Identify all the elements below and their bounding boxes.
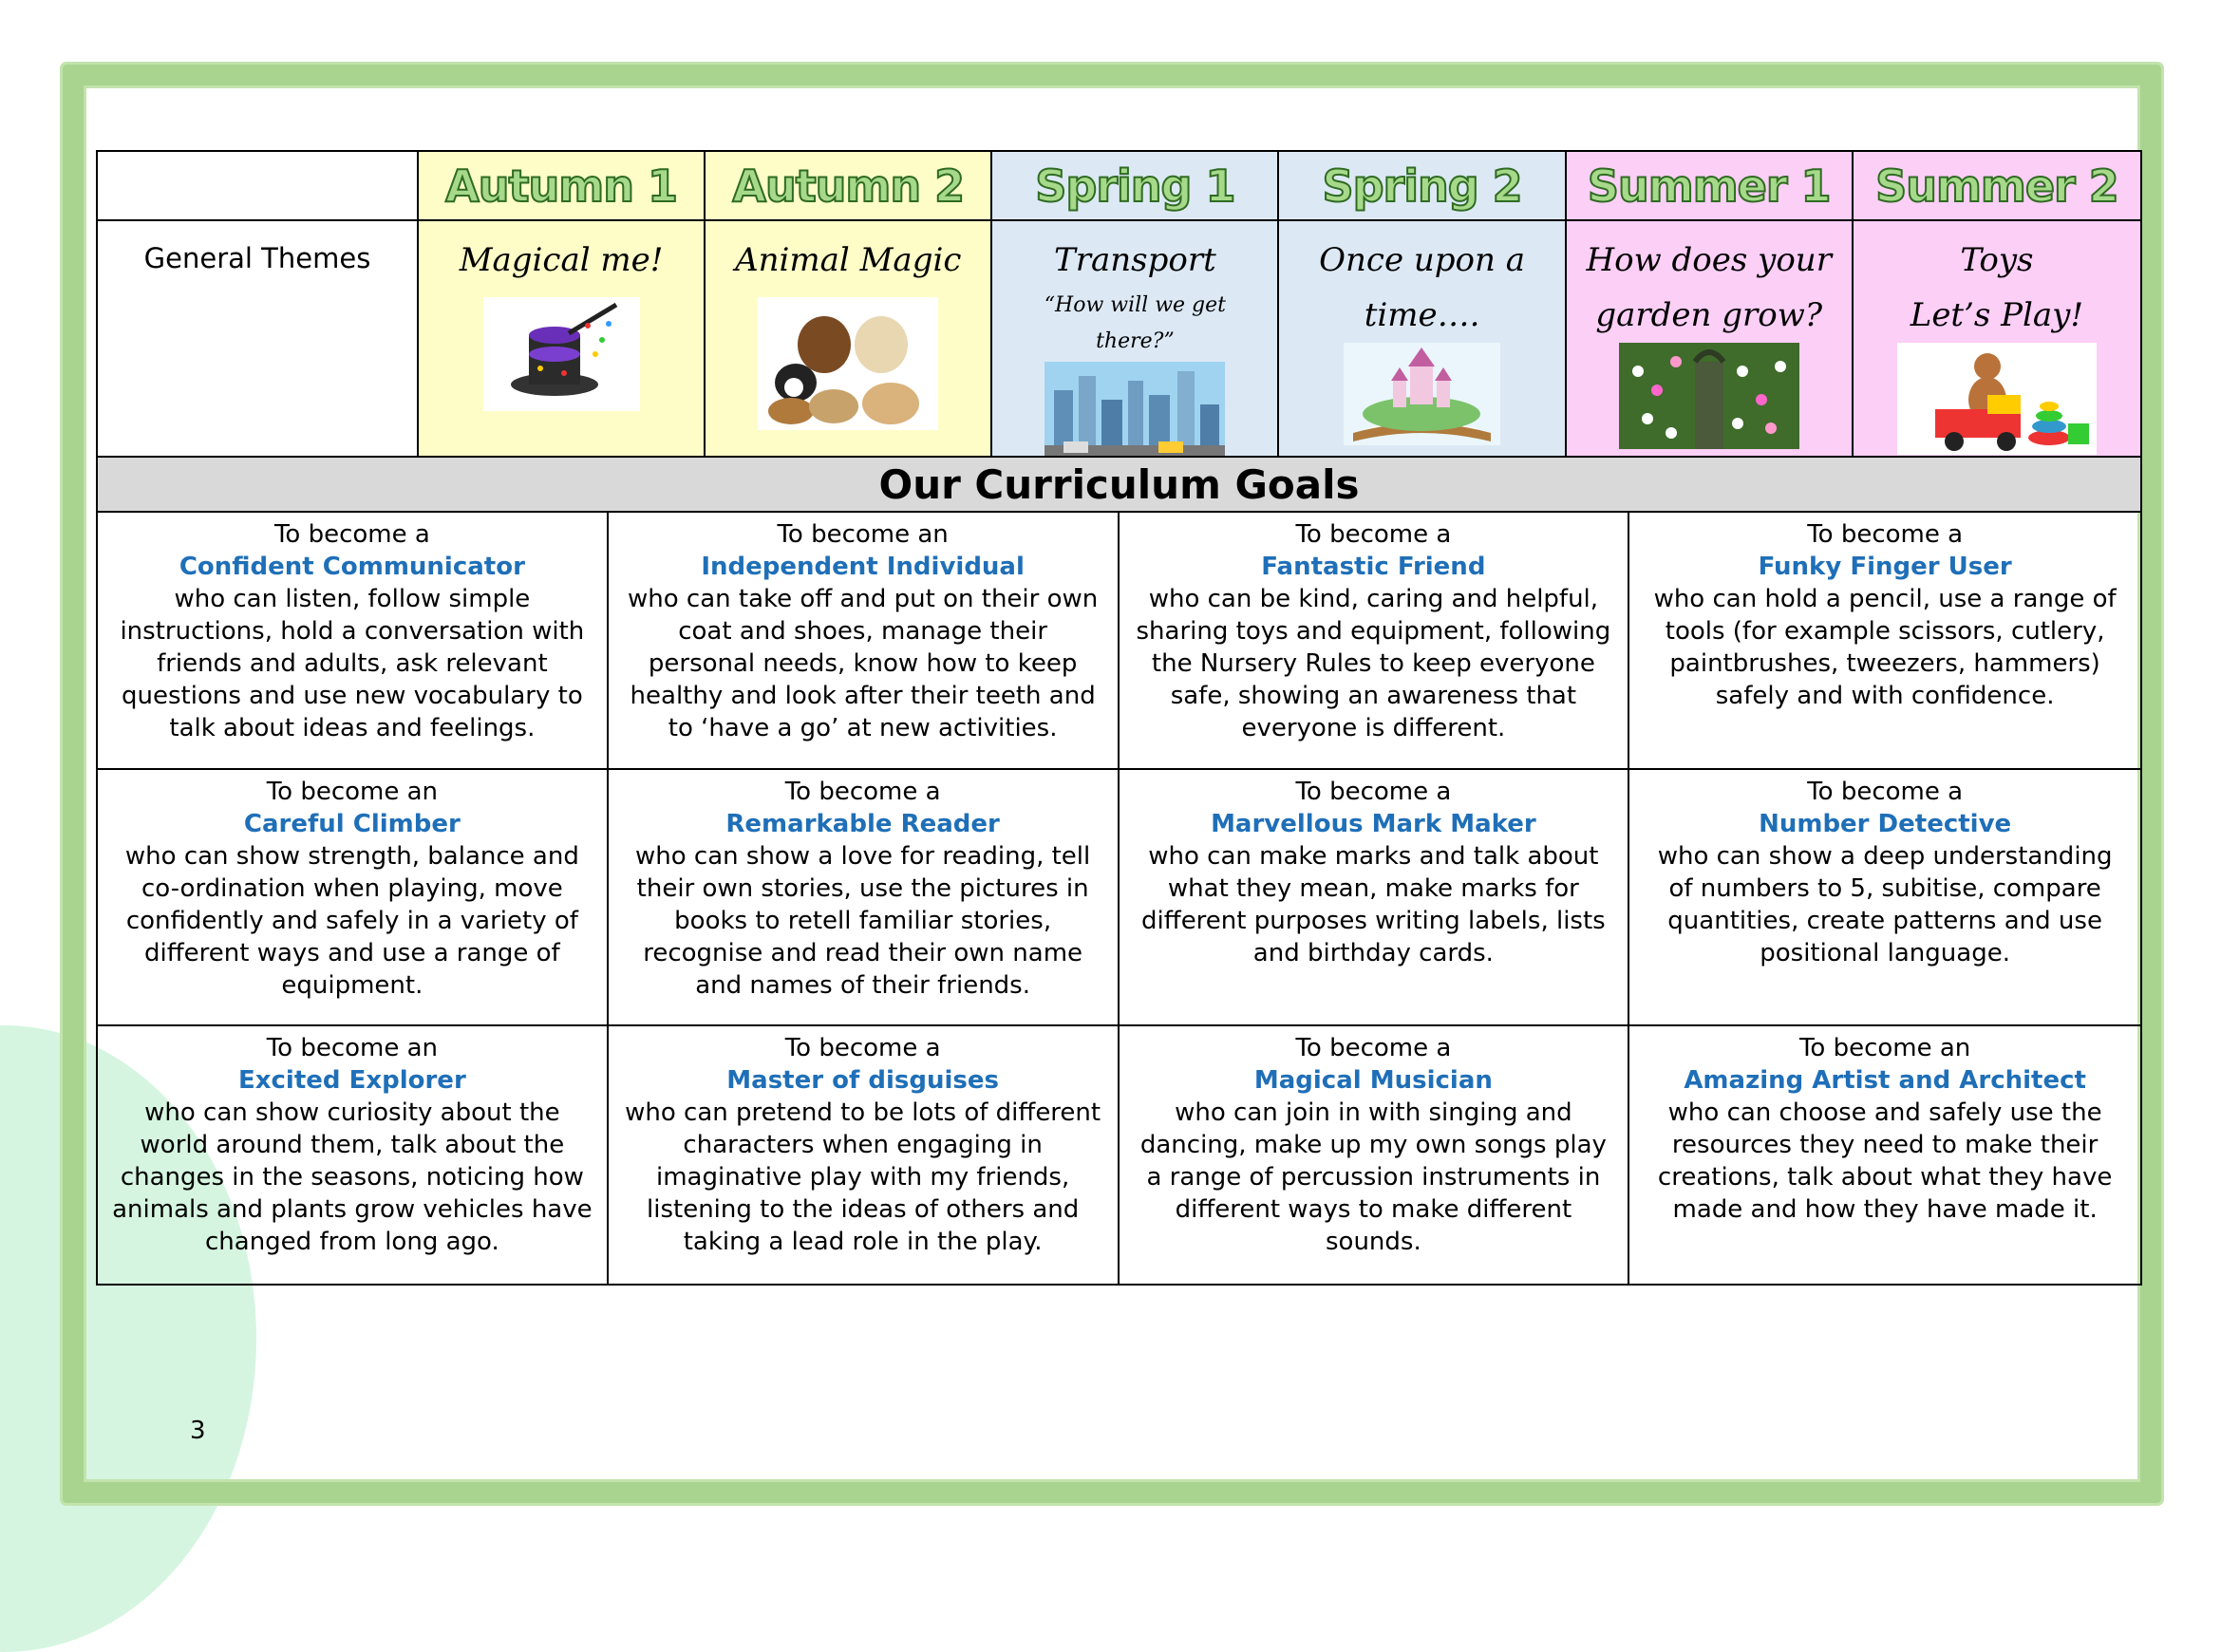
goal-description: who can choose and safely use the resources they need to make their creations, talk about what they have made and how they have made it. [1657, 1098, 2113, 1225]
goal-cell [1120, 513, 1630, 770]
goal-name: Remarkable Reader [725, 809, 1000, 838]
term-heading-summer-1: Summer 1 [1567, 152, 1854, 221]
goal-intro: To become an [1798, 1034, 1971, 1063]
goal-intro: To become an [266, 1034, 439, 1063]
goal-name: Marvellous Mark Maker [1211, 809, 1536, 838]
goal-name: Independent Individual [701, 553, 1025, 581]
goal-cell [98, 1026, 609, 1284]
goal-description: who can listen, follow simple instructions, hold a conversation with friends and adults, ask relevant questions and use new vocabulary to talk about ideas and feelings. [120, 585, 585, 742]
theme-cell-spring-1 [992, 221, 1279, 464]
theme-title: Once upon a time…. [1319, 241, 1525, 334]
theme-cell-autumn-1 [419, 221, 706, 464]
term-heading-autumn-2: Autumn 2 [706, 152, 992, 221]
goal-description: who can take off and put on their own coat and shoes, manage their personal needs, know how to keep healthy and look after their teeth and to ‘have a go’ at new activities. [627, 585, 1099, 742]
goal-description: who can join in with singing and dancing, make up my own songs play a range of percussion instruments in different ways to make different sounds. [1139, 1098, 1607, 1257]
goal-description: who can show a love for reading, tell their own stories, use the pictures in books to retell familiar stories, recognise and read their own name and names of their friends. [634, 841, 1091, 1000]
goal-intro: To become a [1295, 520, 1452, 549]
garden-flowers-icon [1619, 343, 1799, 449]
curriculum-goals-heading: Our Curriculum Goals [96, 456, 2142, 513]
goal-intro: To become a [1807, 520, 1964, 549]
term-heading-summer-2: Summer 2 [1854, 152, 2140, 221]
goal-name: Funky Finger User [1758, 553, 2012, 581]
goal-name: Magical Musician [1253, 1066, 1493, 1096]
goal-cell [1629, 1026, 2140, 1284]
theme-cell-summer-2 [1854, 221, 2140, 464]
goal-description: who can hold a pencil, use a range of tools (for example scissors, cutlery, paintbrushes, tweezers, hammers) safely and with confidence. [1653, 585, 2117, 710]
goal-description: who can show curiosity about the world around them, talk about the changes in the seasons, noticing how animals and plants grow vehicles have changed from long ago. [112, 1098, 593, 1257]
goal-description: who can make marks and talk about what they mean, make marks for different purposes writing labels, lists and birthday cards. [1141, 841, 1606, 967]
theme-title: Transport [1054, 241, 1216, 279]
curriculum-goals-grid [96, 511, 2142, 1286]
general-themes-label: General Themes [98, 221, 419, 464]
magic-hat-icon [483, 297, 640, 411]
theme-subtitle: “How will we get there?” [1044, 293, 1227, 353]
goal-name: Master of disguises [726, 1066, 999, 1096]
goal-description: who can pretend to be lots of different characters when engaging in imaginative play with my friends, listening to the ideas of others and taking a lead role in the play. [625, 1098, 1101, 1257]
goal-cell [1629, 513, 2140, 770]
page-number: 3 [190, 1417, 206, 1445]
term-heading-spring-2: Spring 2 [1279, 152, 1566, 221]
theme-cell-summer-1 [1567, 221, 1854, 464]
themes-table [96, 150, 2142, 458]
goal-cell [1629, 770, 2140, 1027]
goal-cell [609, 513, 1120, 770]
theme-title: How does your garden grow? [1586, 241, 1832, 334]
theme-cell-spring-2 [1279, 221, 1566, 464]
goal-description: who can show a deep understanding of numbers to 5, subitise, compare quantities, create patterns and use positional language. [1657, 841, 2113, 967]
goal-intro: To become an [777, 520, 949, 549]
goal-cell [1120, 770, 1630, 1027]
goal-description: who can show strength, balance and co-ordination when playing, move confidently and safely in a variety of different ways and use a range of equipment. [124, 841, 579, 1000]
term-heading-spring-1: Spring 1 [992, 152, 1279, 221]
goal-intro: To become an [266, 777, 439, 806]
goal-name: Excited Explorer [237, 1066, 466, 1096]
theme-title: Animal Magic [735, 241, 962, 279]
goal-name: Amazing Artist and Architect [1684, 1066, 2086, 1096]
goal-intro: To become a [273, 520, 430, 549]
city-transport-icon [1045, 362, 1225, 464]
theme-cell-autumn-2 [706, 221, 992, 464]
goal-name: Number Detective [1759, 809, 2012, 838]
goal-name: Careful Climber [243, 809, 461, 838]
goal-intro: To become a [1295, 1034, 1452, 1063]
theme-title: Magical me! [459, 241, 664, 279]
goal-name: Fantastic Friend [1261, 553, 1486, 581]
goal-cell [98, 513, 609, 770]
goal-cell [1120, 1026, 1630, 1284]
goal-cell [609, 770, 1120, 1027]
goal-intro: To become a [1295, 777, 1452, 806]
storybook-castle-icon [1344, 343, 1500, 445]
goal-intro: To become a [784, 1034, 941, 1063]
theme-title: Toys Let’s Play! [1910, 241, 2084, 334]
term-heading-autumn-1: Autumn 1 [419, 152, 706, 221]
toys-icon [1897, 343, 2097, 455]
goal-intro: To become a [784, 777, 941, 806]
goal-cell [98, 770, 609, 1027]
animals-icon [758, 297, 938, 430]
goal-cell [609, 1026, 1120, 1284]
goal-description: who can be kind, caring and helpful, sharing toys and equipment, following the Nursery Rules to keep everyone safe, showing an awareness that everyone is different. [1136, 585, 1611, 742]
empty-corner-cell [98, 152, 419, 221]
goal-name: Confident Communicator [179, 553, 525, 581]
goal-intro: To become a [1807, 777, 1964, 806]
